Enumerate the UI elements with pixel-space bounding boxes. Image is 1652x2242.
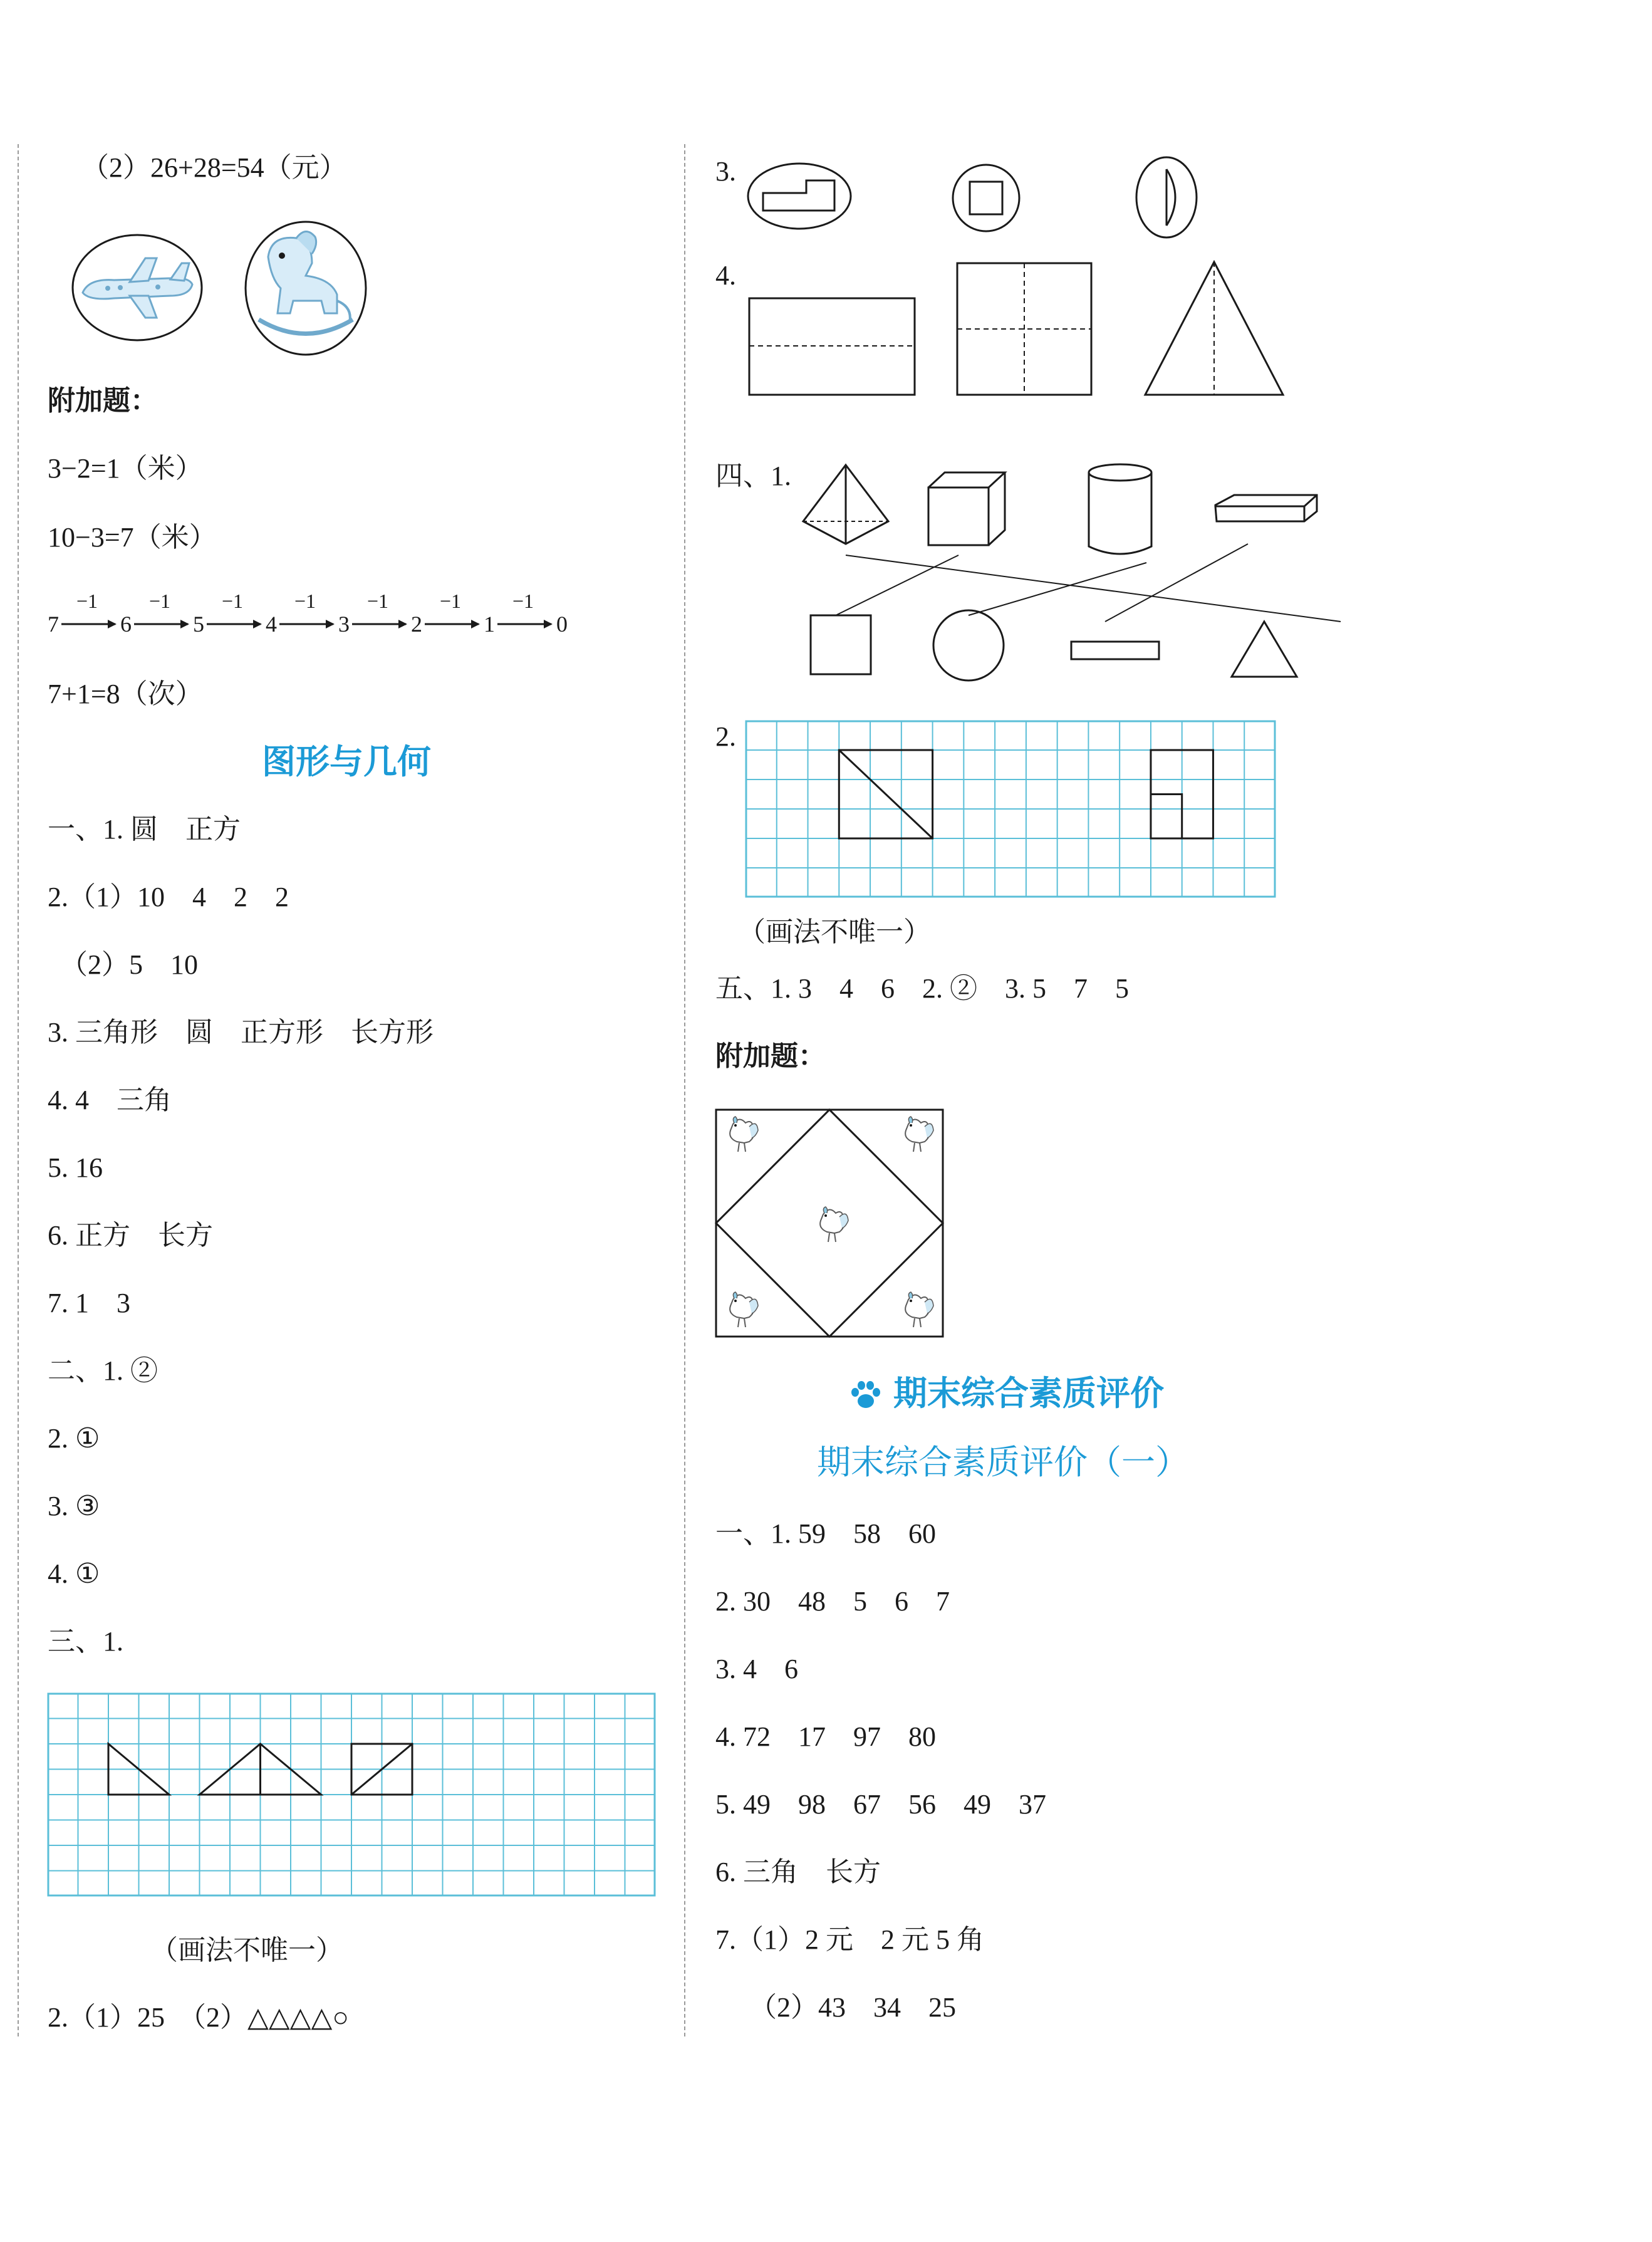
answer-line: 6. 三角 长方 xyxy=(715,1857,881,1887)
fold-rectangle xyxy=(748,297,917,397)
rooster-icon xyxy=(820,1207,848,1242)
chain-number: 4 xyxy=(266,612,277,637)
square-fold-diagram xyxy=(714,1108,946,1340)
answer-line: 4. 72 17 97 80 xyxy=(715,1721,936,1752)
chain-arrowhead xyxy=(326,620,335,628)
subtraction-chain xyxy=(48,589,574,639)
chain-op: −1 xyxy=(149,590,171,612)
rooster-icon xyxy=(905,1117,933,1152)
fold-square xyxy=(956,262,1094,397)
answer-line: 二、1. ② xyxy=(48,1355,158,1386)
chain-op: −1 xyxy=(76,590,98,612)
answer-line: 4. 4 三角 xyxy=(48,1085,172,1115)
chain-number: 5 xyxy=(193,612,204,637)
right-drawing-grid xyxy=(745,721,1275,897)
chain-arrowhead xyxy=(253,620,262,628)
answer-line: 3. 4 6 xyxy=(715,1654,798,1684)
answer-line: 7. 1 3 xyxy=(48,1288,130,1318)
extra-equation-1: 3−2=1（米） xyxy=(48,453,203,484)
money-equation: （2）26+28=54（元） xyxy=(81,152,347,183)
rocking-horse-icon xyxy=(243,219,368,357)
q4-label: 4. xyxy=(715,260,736,291)
shape-outline-step xyxy=(747,162,853,231)
answer-line: 7.（1）2 元 2 元 5 角 xyxy=(715,1924,984,1955)
extra-equation-2: 10−3=7（米） xyxy=(48,522,217,553)
section-title-geometry: 图形与几何 xyxy=(262,742,431,781)
chain-arrowhead xyxy=(471,620,480,628)
chain-number: 2 xyxy=(411,612,422,637)
extra-question-label: 附加题： xyxy=(48,385,158,416)
right-grid-note: （画法不唯一） xyxy=(738,917,931,947)
paw-icon xyxy=(849,1380,882,1410)
shape-outline-square xyxy=(951,163,1021,233)
answer-line: 5. 49 98 67 56 49 37 xyxy=(715,1789,1046,1820)
final-assessment-subtitle: 期末综合素质评价（一） xyxy=(817,1442,1189,1482)
chain-op: −1 xyxy=(440,590,462,612)
chain-op: −1 xyxy=(512,590,534,612)
answer-line: 6. 正方 长方 xyxy=(48,1220,213,1251)
left-grid-note: （画法不唯一） xyxy=(150,1935,343,1966)
chain-arrowhead xyxy=(544,620,553,628)
answer-line: 三、1. xyxy=(48,1626,123,1657)
left-margin-line xyxy=(18,144,19,2036)
rooster-icon xyxy=(730,1292,758,1327)
answer-line: 2. 30 48 5 6 7 xyxy=(715,1586,950,1617)
answer-line: 5. 16 xyxy=(48,1152,103,1183)
chain-op: −1 xyxy=(222,590,244,612)
chain-op: −1 xyxy=(367,590,389,612)
fold-triangle xyxy=(1144,259,1286,397)
chain-number: 0 xyxy=(556,612,568,637)
shape-outline-lens xyxy=(1135,155,1198,239)
chain-number: 6 xyxy=(120,612,132,637)
drawn-square-diagonal xyxy=(839,750,932,838)
q3-label: 3. xyxy=(715,156,736,187)
final-assessment-title: 期末综合素质评价 xyxy=(893,1374,1164,1413)
section-4-label: 四、1. xyxy=(715,461,791,491)
right-extra-label: 附加题： xyxy=(715,1041,826,1071)
solid-face-matching xyxy=(796,462,1328,688)
section-5-line: 五、1. 3 4 6 2. ② 3. 5 7 5 xyxy=(715,973,1129,1004)
airplane-icon xyxy=(70,233,205,343)
left-last-line: 2.（1）25 （2）△△△△○ xyxy=(48,2002,349,2033)
chain-arrowhead xyxy=(108,620,117,628)
answer-line: 2. ① xyxy=(48,1423,100,1454)
answer-line: 3. ③ xyxy=(48,1491,100,1521)
answer-line: 一、1. 圆 正方 xyxy=(48,814,241,845)
answer-line: （2）43 34 25 xyxy=(749,1992,956,2023)
chain-op: −1 xyxy=(294,590,316,612)
chain-number: 7 xyxy=(48,612,59,637)
column-divider xyxy=(684,144,685,2036)
chain-number: 1 xyxy=(484,612,495,637)
chain-arrowhead xyxy=(398,620,407,628)
answer-line: 2.（1）10 4 2 2 xyxy=(48,882,289,912)
answer-line: 3. 三角形 圆 正方形 长方形 xyxy=(48,1017,434,1048)
answer-line: （2）5 10 xyxy=(60,949,198,980)
chain-number: 3 xyxy=(338,612,350,637)
q2-label: 2. xyxy=(715,721,736,752)
answer-line: 4. ① xyxy=(48,1558,100,1589)
rooster-icon xyxy=(905,1292,933,1327)
extra-equation-3: 7+1=8（次） xyxy=(48,679,203,709)
left-drawing-grid xyxy=(48,1693,655,1896)
rooster-icon xyxy=(730,1117,758,1152)
chain-arrowhead xyxy=(180,620,189,628)
answer-line: 一、1. 59 58 60 xyxy=(715,1518,936,1549)
